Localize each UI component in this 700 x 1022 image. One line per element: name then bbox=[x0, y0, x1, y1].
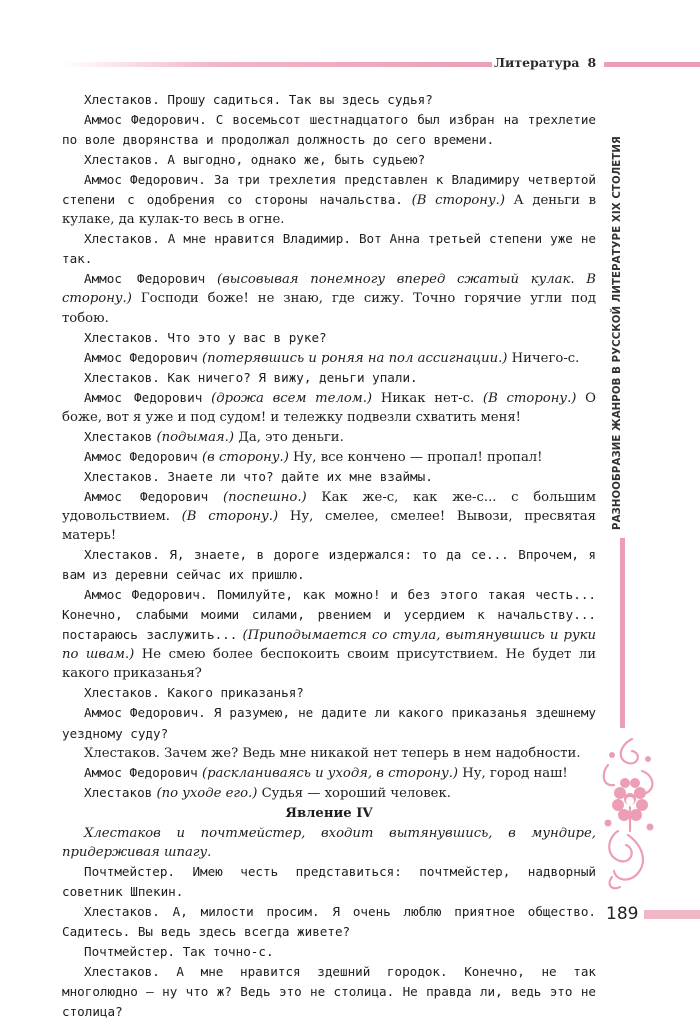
paragraph: Хлестаков (подымая.) Да, это деньги. bbox=[84, 428, 344, 445]
paragraph: Хлестаков. А мне нравится здешний городок. Конечно, не так многолюдно — ну что ж? Ведь это не столица. Не правда ли, ведь это не столица? bbox=[62, 964, 596, 1020]
paragraph: Почтмейстер. Имею честь представиться: почтмейстер, надворный советник Шпекин. bbox=[62, 863, 596, 899]
paragraph: Хлестаков. Знаете ли что? дайте их мне взаймы. bbox=[84, 468, 433, 484]
grade-number: 8 bbox=[587, 55, 597, 70]
paragraph: Аммос Федорович. Я разумею, не дадите ли какого приказанья здешнему уездному суду? bbox=[62, 705, 596, 741]
side-decor-bar bbox=[620, 538, 625, 728]
paragraph: Аммос Федорович (раскланиваясь и уходя, в сторону.) Ну, город наш! bbox=[84, 764, 568, 781]
floral-ornament-icon bbox=[598, 735, 660, 893]
paragraph: Хлестаков. А, милости просим. Я очень люблю приятное общество. Садитесь. Вы ведь здесь всегда живете? bbox=[62, 903, 596, 939]
running-header bbox=[494, 55, 596, 70]
paragraph: Аммос Федорович (потерявшись и роняя на пол ассигнации.) Ничего-с. bbox=[84, 349, 580, 366]
paragraph: Хлестаков. Я, знаете, в дороге издержался: то да се... Впрочем, я вам из деревни сейчас их пришлю. bbox=[62, 547, 596, 583]
paragraph: Хлестаков (по уходе его.) Судья — хороший человек. bbox=[84, 784, 451, 801]
header-decor-bar bbox=[62, 62, 492, 67]
section-title-vertical: РАЗНООБРАЗИЕ ЖАНРОВ В РУССКОЙ ЛИТЕРАТУРЕ XIX СТОЛЕТИЯ bbox=[612, 136, 623, 530]
subject-title: Литература bbox=[494, 55, 580, 70]
paragraph: Хлестаков. Как ничего? Я вижу, деньги упали. bbox=[84, 369, 418, 385]
paragraph: Аммос Федорович. За три трехлетия представлен к Владимиру четвертой степени с одобрения со стороны начальства. (В сторону.) А деньги в кулаке, да кулак-то весь в огне. bbox=[62, 172, 597, 228]
paragraph: Хлестаков. Зачем же? Ведь мне никакой нет теперь в нем надобности. bbox=[84, 745, 581, 761]
paragraph: Аммос Федорович (в сторону.) Ну, все кончено — пропал! пропал! bbox=[84, 448, 543, 465]
paragraph: Аммос Федорович. Помилуйте, как можно! и без этого такая честь... Конечно, слабыми моими силами, рвением и усердием к начальству... постараюсь заслужить... (Приподымается со стула, вытянувшись и руки по швам.) Не смею более беспокоить своим присутствием. Не будет ли какого приказанья? bbox=[62, 587, 596, 682]
page-body-text bbox=[62, 90, 596, 1022]
paragraph: Хлестаков. Какого приказанья? bbox=[84, 685, 304, 701]
page-number-decor-bar bbox=[644, 910, 700, 919]
paragraph: Аммос Федорович. С восемьсот шестнадцатого был избран на трехлетие по воле дворянства и продолжал должность до сего времени. bbox=[62, 112, 596, 148]
paragraph: Хлестаков. А выгодно, однако же, быть судьею? bbox=[84, 152, 426, 168]
paragraph: Почтмейстер. Так точно-с. bbox=[84, 944, 274, 960]
paragraph: Хлестаков. Что это у вас в руке? bbox=[84, 329, 327, 345]
scene-heading: Явление IV bbox=[285, 805, 373, 821]
paragraph: Аммос Федорович (дрожа всем телом.) Никак нет-с. (В сторону.) О боже, вот я уже и под судом! и тележку подвезли схватить меня! bbox=[62, 389, 596, 425]
header-decor-bar-right bbox=[604, 62, 700, 67]
stage-direction: Хлестаков и почтмейстер, входит вытянувшись, в мундире, придерживая шпагу. bbox=[62, 825, 596, 860]
paragraph: Аммос Федорович (высовывая понемногу вперед сжатый кулак. В сторону.) Господи боже! не знаю, где сижу. Точно горячие угли под тобою. bbox=[62, 271, 596, 326]
page-number: 189 bbox=[606, 904, 639, 924]
paragraph: Хлестаков. Прошу садиться. Так вы здесь судья? bbox=[84, 92, 433, 107]
paragraph: Аммос Федорович (поспешно.) Как же-с, как же-с... с большим удовольствием. (В сторону.) Ну, смелее, смелее! Вывози, пресвятая матерь! bbox=[62, 488, 596, 544]
paragraph: Хлестаков. А мне нравится Владимир. Вот Анна третьей степени уже не так. bbox=[62, 231, 596, 267]
